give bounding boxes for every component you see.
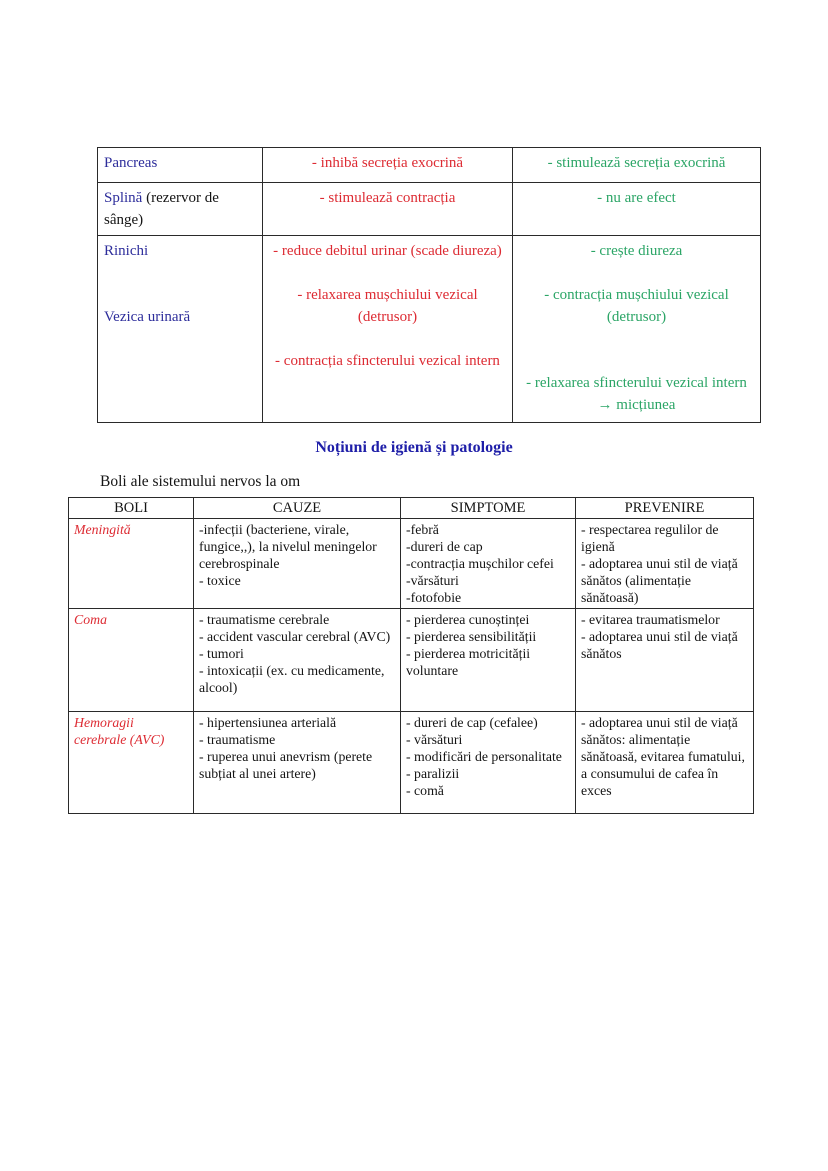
red-effects-cell <box>263 183 513 236</box>
red-effect-line <box>269 262 506 284</box>
organ-cell <box>98 183 263 236</box>
prevention-item: - respectarea regulilor de igienă <box>581 522 719 554</box>
organ-name: Pancreas <box>104 155 158 171</box>
cause-item: - intoxicații (ex. cu medicamente, alcool) <box>199 663 385 695</box>
effects-table-row <box>98 183 761 236</box>
disease-name-cell: Coma <box>69 609 194 712</box>
organ-line <box>104 284 256 306</box>
green-effect-line <box>519 328 754 350</box>
organ-name: Vezica urinară <box>104 309 191 325</box>
cause-item: - toxice <box>199 573 241 588</box>
prevention-item: - evitarea traumatismelor <box>581 612 720 627</box>
diseases-header-row <box>69 498 754 519</box>
green-effect-line <box>519 350 754 372</box>
organ-line <box>104 187 256 231</box>
effects-table <box>97 147 761 423</box>
organ-line <box>104 152 256 174</box>
green-effects-cell <box>513 236 761 423</box>
symptom-item: - pierderea sensibilității <box>406 629 537 644</box>
organ-note: (rezervor de sânge) <box>104 190 219 228</box>
cause-item: - tumori <box>199 646 244 661</box>
prevention-cell <box>576 712 754 814</box>
green-effect-line: - contracția mușchiului vezical (detrusor) <box>544 287 729 325</box>
symptom-item: - dureri de cap (cefalee) <box>406 715 538 730</box>
diseases-column-header: SIMPTOME <box>401 498 576 519</box>
prevention-item: - adoptarea unui stil de viață sănătos: alimentație sănătoasă, evitarea fumatului, a consumului de cafea în exces <box>581 715 745 798</box>
organ-name: Rinichi <box>104 243 149 259</box>
disease-name-cell: Meningită <box>69 519 194 609</box>
disease-name-cell: Hemoragii cerebrale (AVC) <box>69 712 194 814</box>
red-effect-line: - reduce debitul urinar (scade diureza) <box>273 243 502 259</box>
effects-table-row <box>98 148 761 183</box>
organ-name: Splină <box>104 190 143 206</box>
organ-cell <box>98 148 263 183</box>
symptom-item: -febră <box>406 522 439 537</box>
green-effect-line: - nu are efect <box>597 190 676 206</box>
symptoms-cell <box>401 519 576 609</box>
red-effects-cell <box>263 148 513 183</box>
red-effect-line <box>269 328 506 350</box>
symptom-item: - pierderea motricității voluntare <box>406 646 531 678</box>
effects-table-body <box>98 148 761 423</box>
subsection-title: Boli ale sistemului nervos la om <box>100 473 301 490</box>
symptoms-cell <box>401 609 576 712</box>
symptom-item: -dureri de cap <box>406 539 483 554</box>
cause-item: - hipertensiunea arterială <box>199 715 337 730</box>
prevention-cell <box>576 519 754 609</box>
causes-cell <box>194 712 401 814</box>
cause-item: - traumatisme cerebrale <box>199 612 330 627</box>
red-effect-line: - contracția sfincterului vezical intern <box>275 353 500 369</box>
green-effect-line: - crește diureza <box>590 243 683 259</box>
red-effect-line: - stimulează contracția <box>319 190 456 206</box>
organ-line <box>104 306 256 328</box>
green-effects-cell <box>513 148 761 183</box>
green-effect-line: - stimulează secreția exocrină <box>547 155 726 171</box>
cause-item: -infecții (bacteriene, virale, fungice,,), la nivelul meningelor cerebrospinale <box>199 522 377 571</box>
disease-row <box>69 609 754 712</box>
red-effect-line: - relaxarea mușchiului vezical (detrusor) <box>297 287 478 325</box>
cause-item: - traumatisme <box>199 732 276 747</box>
symptoms-cell <box>401 712 576 814</box>
prevention-cell <box>576 609 754 712</box>
diseases-column-header: CAUZE <box>194 498 401 519</box>
prevention-item: - adoptarea unui stil de viață sănătos <box>581 629 738 661</box>
diseases-table-body <box>69 519 754 814</box>
symptom-item: - paralizii <box>406 766 460 781</box>
disease-row <box>69 712 754 814</box>
cause-item: - ruperea unui anevrism (perete subțiat al unei artere) <box>199 749 373 781</box>
red-effect-line: - inhibă secreția exocrină <box>311 155 464 171</box>
cause-item: - accident vascular cerebral (AVC) <box>199 629 391 644</box>
green-effects-cell <box>513 183 761 236</box>
symptom-item: - comă <box>406 783 444 798</box>
section-heading: Noțiuni de igienă și patologie <box>315 439 513 456</box>
symptom-item: - vărsături <box>406 732 463 747</box>
causes-cell <box>194 519 401 609</box>
symptom-item: -vărsături <box>406 573 459 588</box>
organ-line <box>104 262 256 284</box>
organ-line <box>104 240 256 262</box>
causes-cell <box>194 609 401 712</box>
green-effect-line <box>519 262 754 284</box>
diseases-column-header: BOLI <box>69 498 194 519</box>
red-effects-cell <box>263 236 513 423</box>
green-effect-line: - relaxarea sfincterului vezical intern → micțiunea <box>526 375 747 413</box>
symptom-item: -contracția mușchilor cefei <box>406 556 554 571</box>
prevention-item: - adoptarea unui stil de viață sănătos (alimentație sănătoasă) <box>581 556 738 605</box>
organ-cell <box>98 236 263 423</box>
symptom-item: - modificări de personalitate <box>406 749 562 764</box>
diseases-table <box>68 497 754 814</box>
symptom-item: - pierderea cunoștinței <box>406 612 530 627</box>
symptom-item: -fotofobie <box>406 590 462 605</box>
disease-row <box>69 519 754 609</box>
diseases-column-header: PREVENIRE <box>576 498 754 519</box>
effects-table-row <box>98 236 761 423</box>
